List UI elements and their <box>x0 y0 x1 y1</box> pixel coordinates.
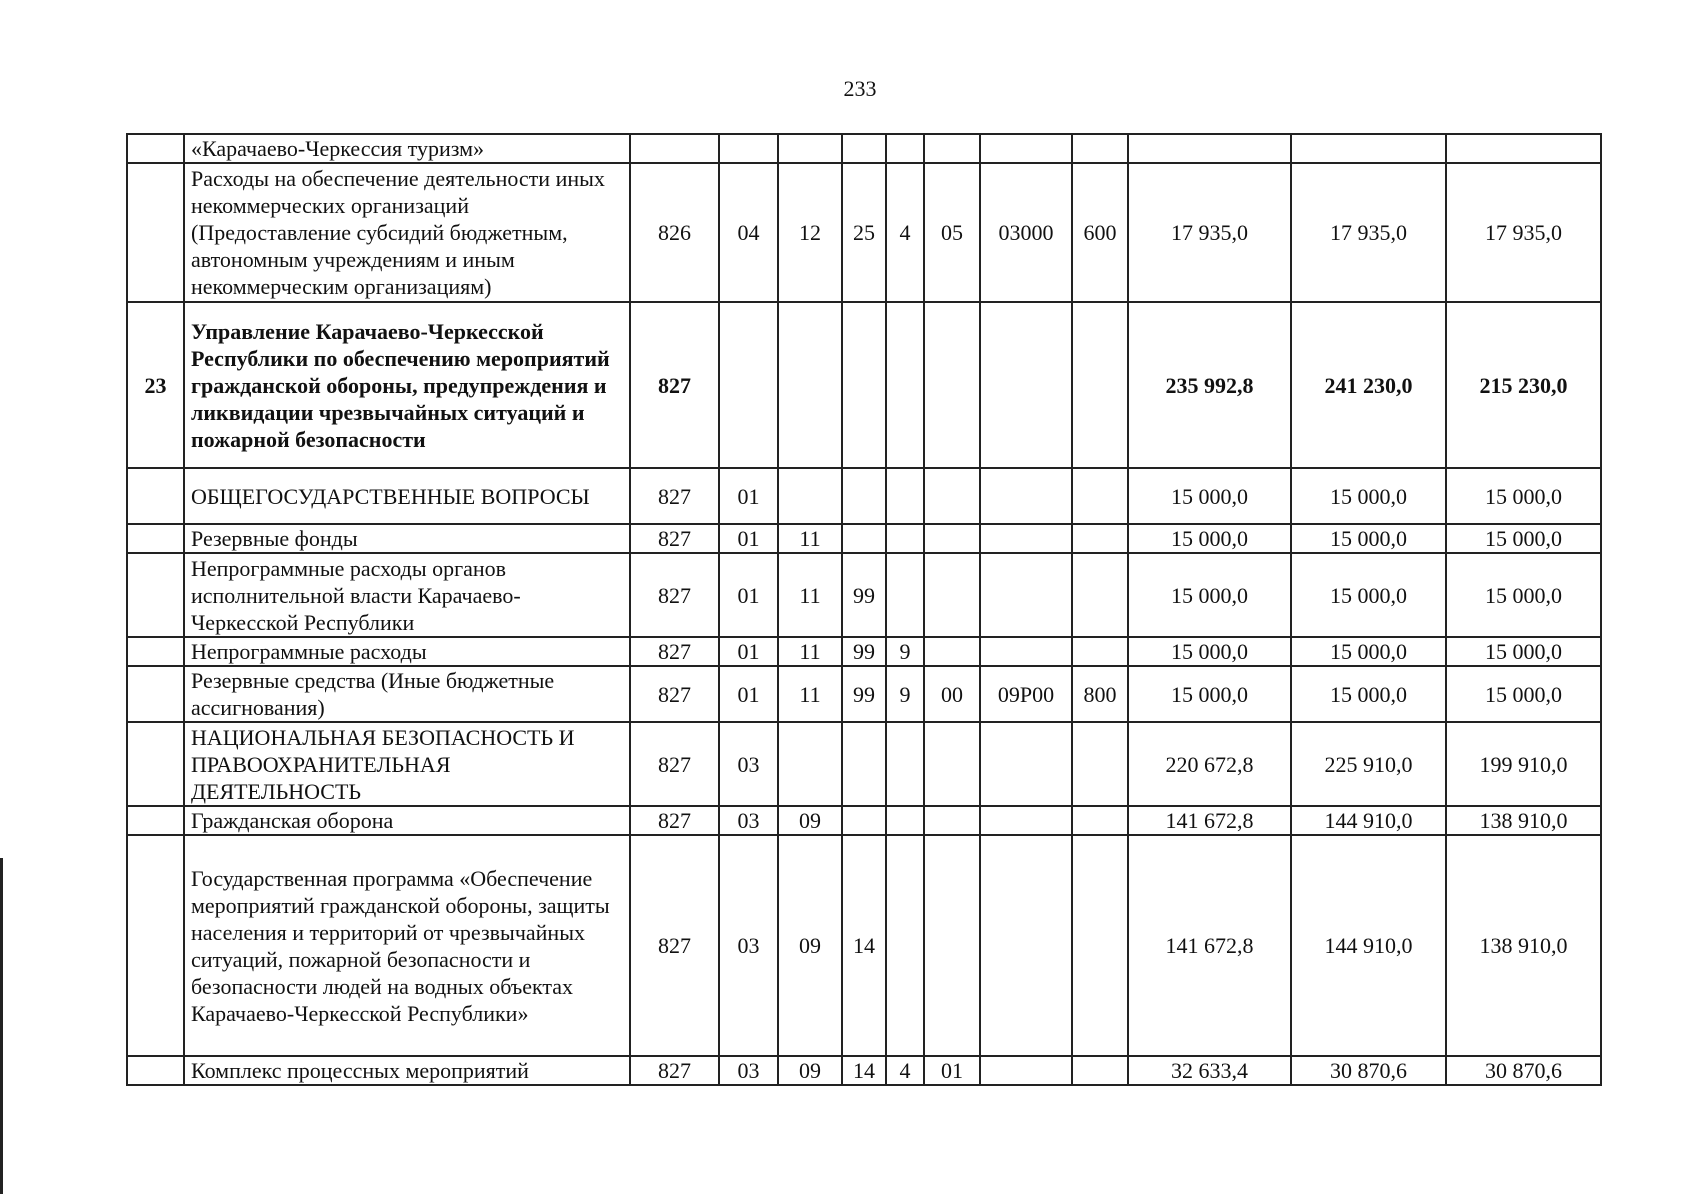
amount-year1-cell: 15 000,0 <box>1128 637 1291 666</box>
row-name-cell: Расходы на обеспечение деятельности иных некоммерческих организаций (Предоставление субсидий бюджетным, автономным учреждениям и иным некоммерческим организациям) <box>184 163 630 302</box>
amount-year2-cell: 241 230,0 <box>1291 302 1446 468</box>
program-code-cell <box>842 722 886 806</box>
activity-code-cell <box>924 553 980 637</box>
row-number-cell <box>127 468 184 524</box>
amount-year1-cell: 15 000,0 <box>1128 666 1291 722</box>
program-code-cell: 14 <box>842 1056 886 1085</box>
program-code-cell: 99 <box>842 637 886 666</box>
expense-type-code-cell <box>1072 722 1128 806</box>
amount-year2-cell <box>1291 134 1446 163</box>
grbs-code-cell: 827 <box>630 835 719 1056</box>
row-name-cell: Непрограммные расходы органов исполнительной власти Карачаево-Черкесской Республики <box>184 553 630 637</box>
table-row <box>127 468 1601 524</box>
activity-code-cell <box>924 468 980 524</box>
row-name-cell: Резервные средства (Иные бюджетные ассигнования) <box>184 666 630 722</box>
expense-type-code-cell <box>1072 468 1128 524</box>
activity-code-cell: 01 <box>924 1056 980 1085</box>
row-name-cell: Резервные фонды <box>184 524 630 553</box>
amount-year1-cell: 141 672,8 <box>1128 835 1291 1056</box>
grbs-code-cell: 827 <box>630 553 719 637</box>
program-code-cell <box>842 806 886 835</box>
grbs-code-cell: 826 <box>630 163 719 302</box>
amount-year3-cell: 30 870,6 <box>1446 1056 1601 1085</box>
subsection-code-cell: 11 <box>778 666 842 722</box>
expense-type-code-cell <box>1072 302 1128 468</box>
grbs-code-cell: 827 <box>630 806 719 835</box>
amount-year2-cell: 15 000,0 <box>1291 524 1446 553</box>
table-row <box>127 1056 1601 1085</box>
subprogram-code-cell: 4 <box>886 163 924 302</box>
section-code-cell: 03 <box>719 1056 778 1085</box>
amount-year2-cell: 15 000,0 <box>1291 468 1446 524</box>
expense-type-code-cell: 800 <box>1072 666 1128 722</box>
table-row <box>127 524 1601 553</box>
subprogram-code-cell <box>886 806 924 835</box>
subsection-code-cell <box>778 722 842 806</box>
amount-year2-cell: 15 000,0 <box>1291 553 1446 637</box>
direction-code-cell <box>980 806 1072 835</box>
section-code-cell: 03 <box>719 806 778 835</box>
direction-code-cell: 09Р00 <box>980 666 1072 722</box>
amount-year1-cell: 220 672,8 <box>1128 722 1291 806</box>
direction-code-cell <box>980 1056 1072 1085</box>
table-body <box>127 134 1601 1085</box>
table-row <box>127 666 1601 722</box>
amount-year1-cell: 15 000,0 <box>1128 553 1291 637</box>
activity-code-cell <box>924 806 980 835</box>
row-name-cell: НАЦИОНАЛЬНАЯ БЕЗОПАСНОСТЬ И ПРАВООХРАНИТЕЛЬНАЯ ДЕЯТЕЛЬНОСТЬ <box>184 722 630 806</box>
row-name-cell: Комплекс процессных мероприятий <box>184 1056 630 1085</box>
section-code-cell <box>719 134 778 163</box>
subprogram-code-cell <box>886 302 924 468</box>
subsection-code-cell <box>778 302 842 468</box>
amount-year3-cell: 15 000,0 <box>1446 666 1601 722</box>
activity-code-cell <box>924 524 980 553</box>
subprogram-code-cell <box>886 553 924 637</box>
row-number-cell <box>127 163 184 302</box>
amount-year3-cell: 17 935,0 <box>1446 163 1601 302</box>
budget-table <box>126 133 1602 1086</box>
direction-code-cell <box>980 302 1072 468</box>
grbs-code-cell: 827 <box>630 637 719 666</box>
amount-year3-cell <box>1446 134 1601 163</box>
expense-type-code-cell <box>1072 524 1128 553</box>
amount-year2-cell: 225 910,0 <box>1291 722 1446 806</box>
row-number-cell <box>127 553 184 637</box>
row-number-cell <box>127 666 184 722</box>
amount-year3-cell: 15 000,0 <box>1446 468 1601 524</box>
row-number-cell <box>127 1056 184 1085</box>
subprogram-code-cell: 9 <box>886 637 924 666</box>
row-number-cell: 23 <box>127 302 184 468</box>
expense-type-code-cell <box>1072 806 1128 835</box>
program-code-cell <box>842 134 886 163</box>
subprogram-code-cell <box>886 134 924 163</box>
amount-year3-cell: 15 000,0 <box>1446 524 1601 553</box>
amount-year2-cell: 144 910,0 <box>1291 806 1446 835</box>
section-code-cell: 01 <box>719 553 778 637</box>
row-name-cell: Управление Карачаево-Черкесской Республики по обеспечению мероприятий гражданской обороны, предупреждения и ликвидации чрезвычайных ситуаций и пожарной безопасности <box>184 302 630 468</box>
subprogram-code-cell <box>886 835 924 1056</box>
amount-year2-cell: 15 000,0 <box>1291 666 1446 722</box>
table-row <box>127 835 1601 1056</box>
amount-year1-cell: 141 672,8 <box>1128 806 1291 835</box>
amount-year1-cell: 235 992,8 <box>1128 302 1291 468</box>
subprogram-code-cell <box>886 524 924 553</box>
amount-year1-cell: 32 633,4 <box>1128 1056 1291 1085</box>
table-row <box>127 722 1601 806</box>
row-name-cell: Гражданская оборона <box>184 806 630 835</box>
section-code-cell: 01 <box>719 468 778 524</box>
subsection-code-cell: 11 <box>778 637 842 666</box>
program-code-cell <box>842 468 886 524</box>
table-row <box>127 637 1601 666</box>
table-row <box>127 806 1601 835</box>
page-number: 233 <box>843 76 877 101</box>
subprogram-code-cell <box>886 722 924 806</box>
grbs-code-cell <box>630 134 719 163</box>
row-name-cell: ОБЩЕГОСУДАРСТВЕННЫЕ ВОПРОСЫ <box>184 468 630 524</box>
direction-code-cell <box>980 722 1072 806</box>
row-number-cell <box>127 637 184 666</box>
activity-code-cell <box>924 302 980 468</box>
amount-year2-cell: 30 870,6 <box>1291 1056 1446 1085</box>
activity-code-cell <box>924 637 980 666</box>
section-code-cell: 01 <box>719 524 778 553</box>
amount-year1-cell: 15 000,0 <box>1128 524 1291 553</box>
activity-code-cell: 05 <box>924 163 980 302</box>
grbs-code-cell: 827 <box>630 524 719 553</box>
row-number-cell <box>127 524 184 553</box>
expense-type-code-cell: 600 <box>1072 163 1128 302</box>
row-number-cell <box>127 806 184 835</box>
direction-code-cell <box>980 553 1072 637</box>
subsection-code-cell: 09 <box>778 835 842 1056</box>
row-number-cell <box>127 134 184 163</box>
row-number-cell <box>127 835 184 1056</box>
direction-code-cell <box>980 468 1072 524</box>
activity-code-cell <box>924 835 980 1056</box>
row-name-cell: Непрограммные расходы <box>184 637 630 666</box>
subprogram-code-cell: 9 <box>886 666 924 722</box>
program-code-cell: 14 <box>842 835 886 1056</box>
subsection-code-cell: 12 <box>778 163 842 302</box>
subsection-code-cell: 09 <box>778 806 842 835</box>
amount-year1-cell <box>1128 134 1291 163</box>
subsection-code-cell: 11 <box>778 553 842 637</box>
grbs-code-cell: 827 <box>630 468 719 524</box>
table-row <box>127 163 1601 302</box>
amount-year1-cell: 15 000,0 <box>1128 468 1291 524</box>
amount-year2-cell: 144 910,0 <box>1291 835 1446 1056</box>
row-number-cell <box>127 722 184 806</box>
amount-year1-cell: 17 935,0 <box>1128 163 1291 302</box>
expense-type-code-cell <box>1072 835 1128 1056</box>
subsection-code-cell <box>778 468 842 524</box>
subsection-code-cell: 09 <box>778 1056 842 1085</box>
activity-code-cell: 00 <box>924 666 980 722</box>
table-row <box>127 553 1601 637</box>
amount-year3-cell: 15 000,0 <box>1446 553 1601 637</box>
amount-year3-cell: 215 230,0 <box>1446 302 1601 468</box>
section-code-cell: 04 <box>719 163 778 302</box>
amount-year3-cell: 15 000,0 <box>1446 637 1601 666</box>
direction-code-cell: 03000 <box>980 163 1072 302</box>
section-code-cell: 03 <box>719 722 778 806</box>
table-row <box>127 302 1601 468</box>
activity-code-cell <box>924 134 980 163</box>
table-row <box>127 134 1601 163</box>
expense-type-code-cell <box>1072 134 1128 163</box>
direction-code-cell <box>980 637 1072 666</box>
grbs-code-cell: 827 <box>630 666 719 722</box>
row-name-cell: Государственная программа «Обеспечение мероприятий гражданской обороны, защиты населения и территорий от чрезвычайных ситуаций, пожарной безопасности и безопасности людей на водных объектах Карачаево-Черкесской Республики» <box>184 835 630 1056</box>
program-code-cell: 25 <box>842 163 886 302</box>
program-code-cell: 99 <box>842 666 886 722</box>
direction-code-cell <box>980 524 1072 553</box>
grbs-code-cell: 827 <box>630 722 719 806</box>
amount-year3-cell: 138 910,0 <box>1446 806 1601 835</box>
program-code-cell <box>842 302 886 468</box>
section-code-cell: 01 <box>719 666 778 722</box>
expense-type-code-cell <box>1072 1056 1128 1085</box>
subsection-code-cell <box>778 134 842 163</box>
section-code-cell <box>719 302 778 468</box>
subprogram-code-cell: 4 <box>886 1056 924 1085</box>
section-code-cell: 01 <box>719 637 778 666</box>
program-code-cell: 99 <box>842 553 886 637</box>
activity-code-cell <box>924 722 980 806</box>
row-name-cell: «Карачаево-Черкессия туризм» <box>184 134 630 163</box>
direction-code-cell <box>980 835 1072 1056</box>
direction-code-cell <box>980 134 1072 163</box>
scan-edge-mark <box>0 858 3 1194</box>
amount-year2-cell: 17 935,0 <box>1291 163 1446 302</box>
program-code-cell <box>842 524 886 553</box>
subsection-code-cell: 11 <box>778 524 842 553</box>
grbs-code-cell: 827 <box>630 1056 719 1085</box>
expense-type-code-cell <box>1072 637 1128 666</box>
grbs-code-cell: 827 <box>630 302 719 468</box>
amount-year3-cell: 138 910,0 <box>1446 835 1601 1056</box>
amount-year3-cell: 199 910,0 <box>1446 722 1601 806</box>
section-code-cell: 03 <box>719 835 778 1056</box>
amount-year2-cell: 15 000,0 <box>1291 637 1446 666</box>
expense-type-code-cell <box>1072 553 1128 637</box>
subprogram-code-cell <box>886 468 924 524</box>
